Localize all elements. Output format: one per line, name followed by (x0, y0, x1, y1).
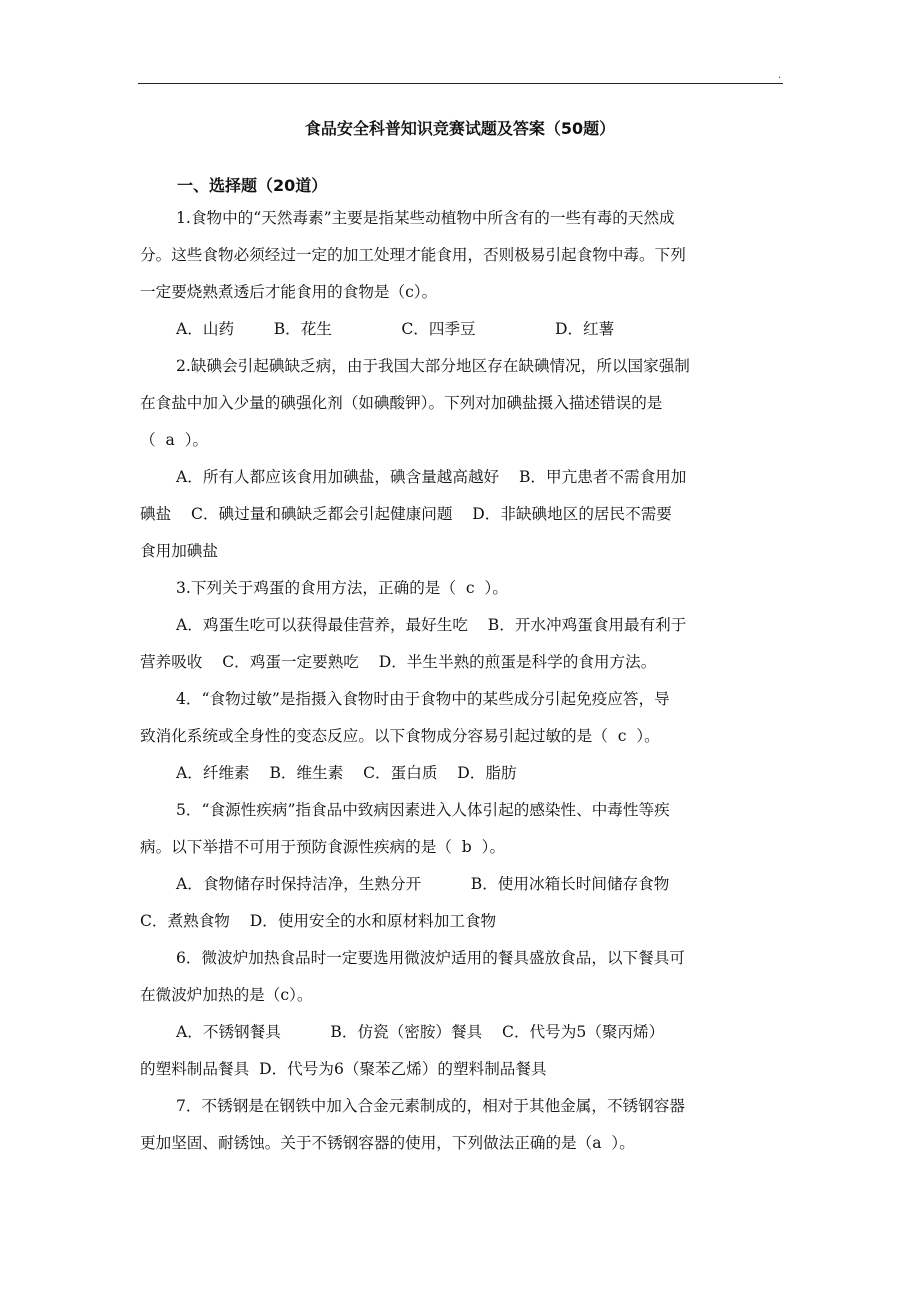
page-title: 食品安全科普知识竞赛试题及答案（50题） (304, 119, 616, 138)
text-line: 分。这些食物必须经过一定的加工处理才能食用，否则极易引起食物中毒。下列 (140, 246, 686, 264)
text-line: 1.食物中的“天然毒素”主要是指某些动植物中所含有的一些有毒的天然成 (176, 209, 675, 227)
text-line: 病。以下举措不可用于预防食源性疾病的是（ b ）。 (140, 838, 506, 856)
text-line: A．不锈钢餐具 B．仿瓷（密胺）餐具 C．代号为5（聚丙烯） (176, 1023, 665, 1041)
text-line: 7．不锈钢是在钢铁中加入合金元素制成的，相对于其他金属，不锈钢容器 (176, 1097, 685, 1115)
text-line: 3.下列关于鸡蛋的食用方法，正确的是（ c ）。 (176, 579, 508, 597)
text-line: A．鸡蛋生吃可以获得最佳营养，最好生吃 B．开水冲鸡蛋食用最有利于 (176, 616, 687, 634)
text-line: 4．“食物过敏”是指摄入食物时由于食物中的某些成分引起免疫应答，导 (176, 690, 670, 708)
text-line: 食用加碘盐 (140, 542, 218, 560)
text-line: 碘盐 C．碘过量和碘缺乏都会引起健康问题 D．非缺碘地区的居民不需要 (140, 505, 672, 523)
text-line: 致消化系统或全身性的变态反应。以下食物成分容易引起过敏的是（ c ）。 (140, 727, 660, 745)
text-line: A．山药 B．花生 C．四季豆 D．红薯 (176, 320, 615, 338)
header-dot: . (778, 70, 782, 81)
text-line: 营养吸收 C．鸡蛋一定要熟吃 D．半生半熟的煎蛋是科学的食用方法。 (140, 653, 657, 671)
text-line: A．纤维素 B．维生素 C．蛋白质 D．脂肪 (176, 764, 517, 782)
text-line: 的塑料制品餐具 D．代号为6（聚苯乙烯）的塑料制品餐具 (140, 1060, 547, 1078)
header-rule (138, 83, 783, 84)
text-line: C．煮熟食物 D．使用安全的水和原材料加工食物 (140, 912, 497, 930)
text-line: 6．微波炉加热食品时一定要选用微波炉适用的餐具盛放食品，以下餐具可 (176, 949, 685, 967)
text-line: 在微波炉加热的是（c）。 (140, 986, 313, 1004)
text-line: 2.缺碘会引起碘缺乏病，由于我国大部分地区存在缺碘情况，所以国家强制 (176, 357, 690, 375)
document-body (140, 200, 782, 1162)
text-line: 一定要烧熟煮透后才能食用的食物是（c）。 (140, 283, 438, 301)
text-line: 在食盐中加入少量的碘强化剂（如碘酸钾）。下列对加碘盐摄入描述错误的是 (140, 394, 663, 412)
text-line: A．食物储存时保持洁净，生熟分开 B．使用冰箱长时间储存食物 (176, 875, 670, 893)
text-line: （ a ）。 (140, 431, 209, 449)
text-line: A．所有人都应该食用加碘盐，碘含量越高越好 B．甲亢患者不需食用加 (176, 468, 687, 486)
text-line: 5．“食源性疾病”指食品中致病因素进入人体引起的感染性、中毒性等疾 (176, 801, 670, 819)
section-heading: 一、选择题（20道） (177, 176, 328, 195)
text-line: 更加坚固、耐锈蚀。关于不锈钢容器的使用，下列做法正确的是（a ）。 (140, 1134, 635, 1152)
